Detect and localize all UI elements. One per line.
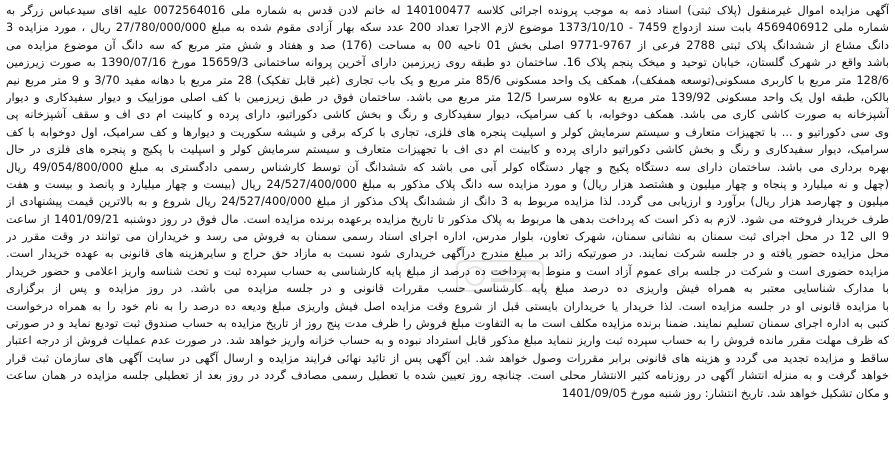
notice-line-7: آشپزخانه به صورت کاشی کاری می باشد. همکف دوخوابه، با کف سرامیک، دیوار سفیدکاری و رنگ و بخش کاشی دکوراتیو، دارای پرده و کابینت ام دی اف و سقف آشپزخانه پی bbox=[6, 108, 889, 122]
notice-line-8: وی سی دکوراتیو و ... با تجهیزات متعارف و سیستم سرمایش کولر و اسپلیت پنجره های فلزی، تجاری با کرکه برقی و شیشه سکوریت و دیوارها و کف سرامیک، اول دوخوابه با کف bbox=[6, 125, 889, 139]
notice-line-4: باشد واقع در شهرک گلستان، خیابان توحید و میخک پنجم پلاک 16. ساختمان دو طبقه روی زیرزمین دارای آخرین پروانه ساختمانی 15659/3 مورخ 1390/07/16 به صورت زیرزمین bbox=[6, 56, 889, 70]
notice-line-3: دانگ مشاع از ششدانگ پلاک ثبتی 2788 فرعی از 9767-9771 اصلی بخش 01 ناحیه 00 به مساحت (176) صد و هفتاد و شش متر مربع که سه دانگ آن موضوع مزایده می bbox=[6, 38, 889, 52]
notice-line-5: 128/6 متر مربع با کاربری مسکونی(توسعه همفکف)، همکف یک واحد مسکونی 85/6 متر مربع و یک باب تجاری (غیر قابل تفکیک) 28 متر مربع با دهانه مفید 3/70 و 9 متر مربع نیم bbox=[6, 73, 889, 87]
notice-line-16: مزایده حضوری است و شرکت در جلسه برای عموم آزاد است و منوط به پرداخت ده درصد از مبلغ پایه کارشناسی به حساب سپرده ثبت و تحت شناسه واریز اعلامی و حضور خریدار bbox=[6, 264, 889, 278]
notice-line-10: بهره برداری می باشد. ساختمان دارای سه دستگاه پکیج و چهار دستگاه کولر آبی می باشد که ششدانگ آن توسط کارشناس رسمی دادگستری به مبلغ 49/054/800/000 ریال bbox=[6, 160, 889, 174]
notice-line-23: و مکان تشکیل خواهد شد. تاریخ انتشار: روز شنبه مورخ 1401/09/05 bbox=[561, 386, 889, 400]
notice-line-6: بالکن، طبقه اول یک واحد مسکونی 139/92 متر مربع به علاوه سرسرا 12/5 متر مربع می باشد. ساختمان فوق در طبق زیرزمین با کف اصلی موزاییک و دیوار سفیدکاری و دیوار bbox=[6, 90, 889, 104]
notice-line-17: با مدارک شناسایی معتبر به همراه فیش واریزی ده درصد مبلغ پایه کارشناسی حسب مقررات قانونی و در جلسه مزایده می باشد. در روز مزایده و پس از برگزاری bbox=[6, 282, 889, 296]
notice-line-11: (چهل و نه میلیارد و پنجاه و چهار میلیون و هشتصد هزار ریال) و مورد مزایده سه دانگ پلاک مذکور به مبلغ 24/527/400/000 ریال (بیست و چهار میلیارد و پانصد و بیست و هفت bbox=[6, 177, 889, 191]
notice-line-21: ساقط و مزایده تجدید می گردد و هزینه های قانونی برابر مقررات وصول خواهد شد. این آگهی پس از تائید نهائی فرایند مزایده و ارسال آگهی در سایت آگهی های سازمان ثبت قرار bbox=[6, 351, 889, 365]
notice-line-12: میلیون و چهارصد هزار ریال) برآورد و ارزیابی می گردد. لذا مزایده مربوط به 3 دانگ از ششدانگ پلاک مذکور از مبلغ 24/527/400/000 ریال شروع و به بالاترین قیمت پیشنهادی از bbox=[6, 195, 889, 209]
notice-line-22: خواهد گرفت و به منزله انتشار آگهی در روزنامه کثیر الانتشار محلی است. چنانچه روز تعیین شده با تعطیل رسمی مصادف گردد در روز بعد از تعطیلی جلسه مزایده در همان ساعت bbox=[6, 369, 889, 383]
notice-line-14: 9 الی 12 در محل اجرای ثبت سمنان به نشانی سمنان، شهرک تعاون، بلوار مدرس، اداره اجرای اسناد رسمی سمنان به فروش می رسد و خریداران می توانند در وقت مقرر در bbox=[6, 230, 889, 244]
notice-line-2: شماره ملی 4569406912 بابت سند ازدواج 7459 - 1373/10/10 موضوع لازم الاجرا تعداد 200 عدد سکه بهار آزادی مقوم شده به مبلغ 27/780/000/000 ریال ، مورد مزایده 3 bbox=[6, 21, 889, 35]
notice-line-13: طرف خریدار فروخته می شود. لازم به ذکر است که پرداخت بدهی ها مربوط به پلاک مذکور تا تاریخ مزایده برعهده برنده مزایده است. مال فوق در روز دوشنبه 1401/09/21 از ساعت bbox=[6, 212, 889, 226]
notice-line-9: سرامیک، دیوار سفیدکاری و رنگ و بخش کاشی دکوراتیو دارای پرده و کابینت ام دی اف با تجهیزات متعارف و سیستم سرمایش کولر و اسپلیت با پکیج و پنجره های فلزی در حال bbox=[6, 143, 889, 157]
notice-line-1: آگهی مزایده اموال غیرمنقول (پلاک ثبتی) اسناد ذمه به موجب پرونده اجرائی کلاسه 140100477 له خانم لادن قدس به شماره ملی 0072564016 علیه اقای سیدعباس زرگر به bbox=[6, 4, 889, 17]
notice-line-15: محل مزایده حضور یافته و در جلسه شرکت نمایند. در صورتیکه زائد بر مبلغ مندرج درآگهی خریداری شود نسبت به مازاد حق حراج و سایرهزینه های قانونی به عهده خریدار است. bbox=[6, 247, 889, 261]
notice-line-19: کتبی به اداره اجرای سمنان تسلیم نمایند. ضمنا برنده مزایده مکلف است ما به التفاوت مبلغ فروش را ظرف مدت پنج روز از تاریخ مزایده به حساب صندوق ثبت تودیع نماید و در صورتی bbox=[6, 317, 889, 331]
notice-line-20: که ظرف مهلت مقرر مانده فروش را به حساب سپرده ثبت واریز ننماید مبلغ مذکور قابل استرداد نبوده و به حساب خزانه واریز خواهد شد. در صورت عدم عملیات فروش از درجه اعتبار bbox=[6, 334, 889, 348]
notice-line-18: با مزایده قانونی او در جلسه مزایده است. لذا خریدار یا خریداران بایستی قبل از شروع وقت مزایده اصل فیش واریزی مبلغ ودیعه ده درصد را به نام خود را به همراه درخواست bbox=[6, 299, 889, 313]
